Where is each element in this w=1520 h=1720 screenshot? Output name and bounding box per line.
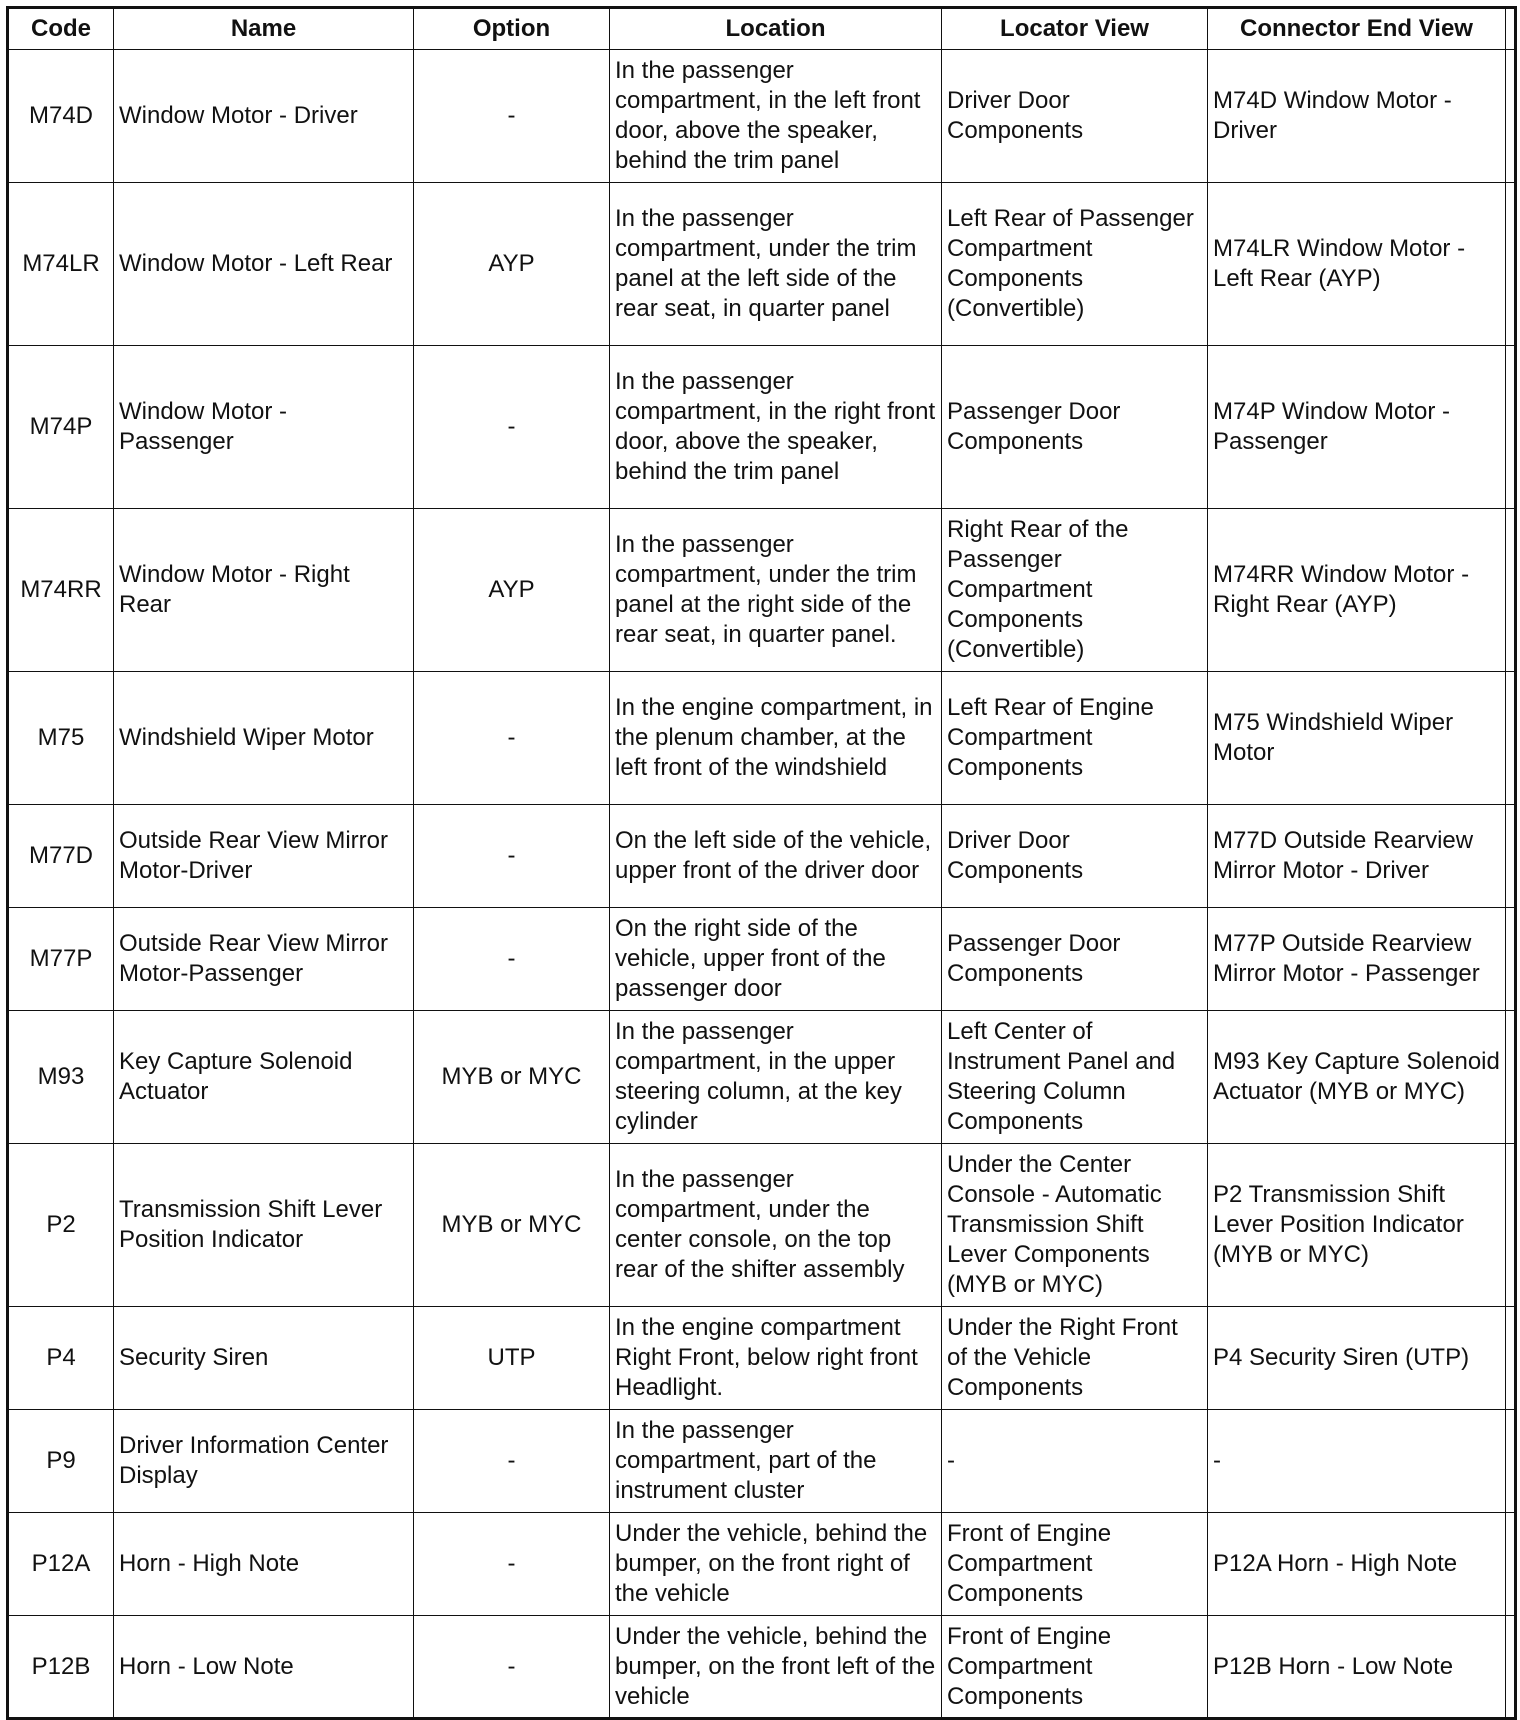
- cell-option: MYB or MYC: [414, 1011, 610, 1144]
- cell-connector-end-view: M74RR Window Motor - Right Rear (AYP): [1208, 509, 1506, 672]
- cell-code: M77P: [8, 908, 114, 1011]
- cell-name: Transmission Shift Lever Position Indicator: [114, 1144, 414, 1307]
- table-row: [8, 183, 1516, 346]
- cell-connector-end-view: -: [1208, 1410, 1506, 1513]
- header-location: Location: [610, 8, 942, 50]
- cell-option: -: [414, 1616, 610, 1719]
- cell-name: Window Motor - Right Rear: [114, 509, 414, 672]
- cell-connector-end-view: P2 Transmission Shift Lever Position Indicator (MYB or MYC): [1208, 1144, 1506, 1307]
- header-locator-view: Locator View: [942, 8, 1208, 50]
- table-row: [8, 1616, 1516, 1719]
- header-spacer: [1506, 8, 1516, 50]
- cell-location: Under the vehicle, behind the bumper, on the front left of the vehicle: [610, 1616, 942, 1719]
- cell-connector-end-view: P4 Security Siren (UTP): [1208, 1307, 1506, 1410]
- table-row: [8, 805, 1516, 908]
- cell-option: -: [414, 1410, 610, 1513]
- table-row: [8, 908, 1516, 1011]
- cell-option: AYP: [414, 509, 610, 672]
- cell-locator-view: Under the Center Console - Automatic Transmission Shift Lever Components (MYB or MYC): [942, 1144, 1208, 1307]
- header-code: Code: [8, 8, 114, 50]
- cell-code: M74LR: [8, 183, 114, 346]
- cell-connector-end-view: M93 Key Capture Solenoid Actuator (MYB or MYC): [1208, 1011, 1506, 1144]
- cell-option: -: [414, 805, 610, 908]
- cell-location: Under the vehicle, behind the bumper, on the front right of the vehicle: [610, 1513, 942, 1616]
- table-row: [8, 1513, 1516, 1616]
- header-connector-end-view: Connector End View: [1208, 8, 1506, 50]
- component-table-container: [6, 6, 1514, 1720]
- row-spacer: [1506, 672, 1516, 805]
- table-row: [8, 509, 1516, 672]
- cell-locator-view: Front of Engine Compartment Components: [942, 1616, 1208, 1719]
- cell-connector-end-view: P12A Horn - High Note: [1208, 1513, 1506, 1616]
- header-row: [8, 8, 1516, 50]
- cell-connector-end-view: M74D Window Motor - Driver: [1208, 50, 1506, 183]
- cell-code: P12B: [8, 1616, 114, 1719]
- cell-code: M74RR: [8, 509, 114, 672]
- row-spacer: [1506, 1513, 1516, 1616]
- cell-locator-view: Left Center of Instrument Panel and Steering Column Components: [942, 1011, 1208, 1144]
- cell-locator-view: Left Rear of Passenger Compartment Components (Convertible): [942, 183, 1208, 346]
- cell-name: Key Capture Solenoid Actuator: [114, 1011, 414, 1144]
- cell-location: On the left side of the vehicle, upper front of the driver door: [610, 805, 942, 908]
- cell-location: In the passenger compartment, in the upper steering column, at the key cylinder: [610, 1011, 942, 1144]
- table-row: [8, 1011, 1516, 1144]
- table-row: [8, 1307, 1516, 1410]
- cell-location: In the passenger compartment, part of the instrument cluster: [610, 1410, 942, 1513]
- cell-location: On the right side of the vehicle, upper front of the passenger door: [610, 908, 942, 1011]
- row-spacer: [1506, 1616, 1516, 1719]
- cell-locator-view: Driver Door Components: [942, 50, 1208, 183]
- cell-location: In the passenger compartment, under the trim panel at the right side of the rear seat, in quarter panel.: [610, 509, 942, 672]
- cell-code: P4: [8, 1307, 114, 1410]
- table-row: [8, 50, 1516, 183]
- cell-connector-end-view: M74P Window Motor - Passenger: [1208, 346, 1506, 509]
- cell-location: In the passenger compartment, under the trim panel at the left side of the rear seat, in quarter panel: [610, 183, 942, 346]
- cell-name: Driver Information Center Display: [114, 1410, 414, 1513]
- cell-code: P9: [8, 1410, 114, 1513]
- cell-option: -: [414, 1513, 610, 1616]
- cell-locator-view: Passenger Door Components: [942, 346, 1208, 509]
- table-row: [8, 672, 1516, 805]
- cell-option: -: [414, 50, 610, 183]
- cell-connector-end-view: P12B Horn - Low Note: [1208, 1616, 1506, 1719]
- cell-name: Window Motor - Driver: [114, 50, 414, 183]
- header-option: Option: [414, 8, 610, 50]
- row-spacer: [1506, 183, 1516, 346]
- cell-option: -: [414, 908, 610, 1011]
- cell-locator-view: Passenger Door Components: [942, 908, 1208, 1011]
- row-spacer: [1506, 1307, 1516, 1410]
- row-spacer: [1506, 805, 1516, 908]
- cell-locator-view: Under the Right Front of the Vehicle Components: [942, 1307, 1208, 1410]
- cell-locator-view: Left Rear of Engine Compartment Components: [942, 672, 1208, 805]
- cell-connector-end-view: M74LR Window Motor - Left Rear (AYP): [1208, 183, 1506, 346]
- cell-location: In the engine compartment Right Front, below right front Headlight.: [610, 1307, 942, 1410]
- cell-locator-view: Driver Door Components: [942, 805, 1208, 908]
- table-row: [8, 346, 1516, 509]
- cell-code: M75: [8, 672, 114, 805]
- cell-code: M77D: [8, 805, 114, 908]
- row-spacer: [1506, 1410, 1516, 1513]
- component-location-table: [6, 6, 1517, 1720]
- cell-option: -: [414, 672, 610, 805]
- cell-location: In the passenger compartment, in the right front door, above the speaker, behind the trim panel: [610, 346, 942, 509]
- cell-connector-end-view: M77P Outside Rearview Mirror Motor - Passenger: [1208, 908, 1506, 1011]
- table-row: [8, 1410, 1516, 1513]
- cell-name: Security Siren: [114, 1307, 414, 1410]
- cell-connector-end-view: M77D Outside Rearview Mirror Motor - Driver: [1208, 805, 1506, 908]
- cell-name: Horn - Low Note: [114, 1616, 414, 1719]
- header-name: Name: [114, 8, 414, 50]
- cell-name: Window Motor - Passenger: [114, 346, 414, 509]
- cell-locator-view: Front of Engine Compartment Components: [942, 1513, 1208, 1616]
- row-spacer: [1506, 50, 1516, 183]
- table-row: [8, 1144, 1516, 1307]
- row-spacer: [1506, 1144, 1516, 1307]
- cell-location: In the passenger compartment, in the left front door, above the speaker, behind the trim panel: [610, 50, 942, 183]
- cell-code: M74D: [8, 50, 114, 183]
- cell-locator-view: -: [942, 1410, 1208, 1513]
- cell-name: Windshield Wiper Motor: [114, 672, 414, 805]
- cell-option: AYP: [414, 183, 610, 346]
- cell-name: Outside Rear View Mirror Motor-Driver: [114, 805, 414, 908]
- cell-option: -: [414, 346, 610, 509]
- cell-name: Outside Rear View Mirror Motor-Passenger: [114, 908, 414, 1011]
- cell-locator-view: Right Rear of the Passenger Compartment Components (Convertible): [942, 509, 1208, 672]
- cell-location: In the engine compartment, in the plenum chamber, at the left front of the windshield: [610, 672, 942, 805]
- cell-code: M74P: [8, 346, 114, 509]
- cell-option: UTP: [414, 1307, 610, 1410]
- cell-option: MYB or MYC: [414, 1144, 610, 1307]
- row-spacer: [1506, 908, 1516, 1011]
- row-spacer: [1506, 1011, 1516, 1144]
- cell-location: In the passenger compartment, under the center console, on the top rear of the shifter assembly: [610, 1144, 942, 1307]
- row-spacer: [1506, 509, 1516, 672]
- cell-name: Window Motor - Left Rear: [114, 183, 414, 346]
- cell-code: M93: [8, 1011, 114, 1144]
- row-spacer: [1506, 346, 1516, 509]
- cell-code: P12A: [8, 1513, 114, 1616]
- table-body: [8, 50, 1516, 1719]
- cell-connector-end-view: M75 Windshield Wiper Motor: [1208, 672, 1506, 805]
- cell-name: Horn - High Note: [114, 1513, 414, 1616]
- cell-code: P2: [8, 1144, 114, 1307]
